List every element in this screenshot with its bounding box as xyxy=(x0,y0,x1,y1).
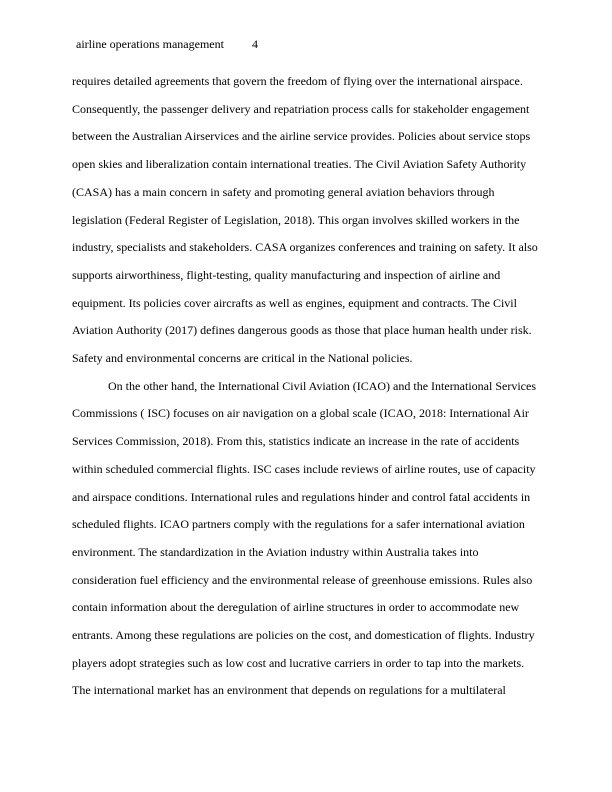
paragraph-icao: On the other hand, the International Civil Aviation (ICAO) and the International Services Commissions ( ISC) focuses on air navigation on a global scale (ICAO, 2018: International Air Services Commission, 2018). From this, statistics indicate an increase in the rate of accidents within scheduled commercial flights. ISC cases include reviews of airline routes, use of capacity and airspace conditions. International rules and regulations hinder and control fatal accidents in scheduled flights. ICAO partners comply with the regulations for a safer international aviation environment. The standardization in the Aviation industry within Australia takes into consideration fuel efficiency and the environmental release of greenhouse emissions. Rules also contain information about the deregulation of airline structures in order to accommodate new entrants. Among these regulations are policies on the cost, and domestication of flights. Industry players adopt strategies such as low cost and lucrative carriers in order to tap into the markets. The international market has an environment that depends on regulations for a multilateral xyxy=(72,378,536,698)
running-title: airline operations management xyxy=(76,37,224,51)
page-number: 4 xyxy=(251,37,258,51)
body-text xyxy=(72,68,544,705)
paragraph-continued: requires detailed agreements that govern the freedom of flying over the international airspace. Consequently, the passenger delivery and repatriation process calls for stakeholder engagement between the Australian Airservices and the airline service provides. Policies about service stops open skies and liberalization contain international treaties. The Civil Aviation Safety Authority (CASA) has a main concern in safety and promoting general aviation behaviors through legislation (Federal Register of Legislation, 2018). This organ involves skilled workers in the industry, specialists and stakeholders. CASA organizes conferences and training on safety. It also supports airworthiness, flight-testing, quality manufacturing and inspection of airline and equipment. Its policies cover aircrafts as well as engines, equipment and contracts. The Civil Aviation Authority (2017) defines dangerous goods as those that place human health under risk. Safety and environmental concerns are critical in the National policies. xyxy=(72,74,538,366)
running-header xyxy=(76,36,258,52)
